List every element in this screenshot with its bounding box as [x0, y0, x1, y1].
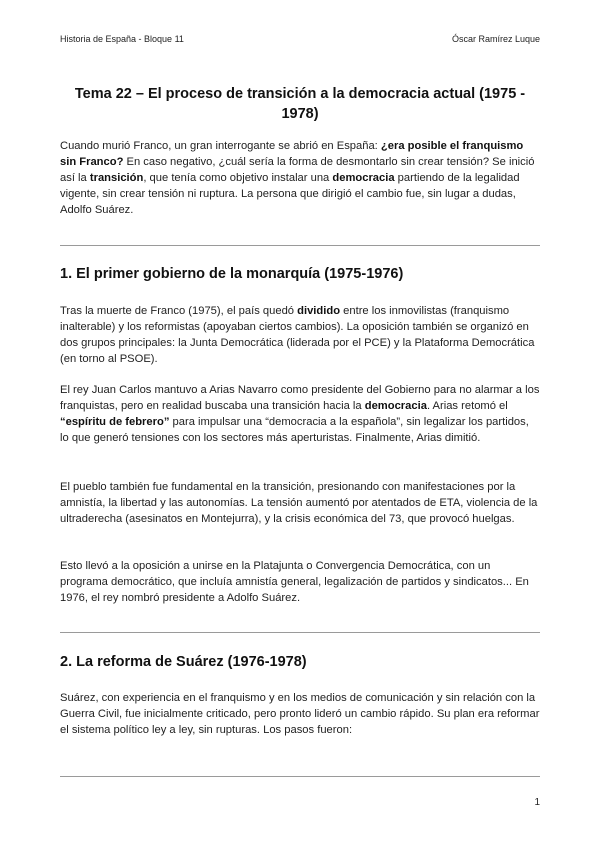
intro-text-1: Cuando murió Franco, un gran interrogante se abrió en España: [60, 140, 381, 152]
s1p2-text-1: El rey Juan Carlos mantuvo a Arias Navarro como presidente del Gobierno para no alarmar a los franquistas, pero en realidad buscaba una transición hacia la [60, 384, 540, 412]
divider-2 [60, 632, 540, 633]
header-author: Óscar Ramírez Luque [451, 34, 540, 44]
section-1-paragraph-1 [60, 303, 540, 367]
s1p1-bold-dividido: dividido [297, 305, 341, 317]
intro-bold-transicion: transición [89, 172, 144, 184]
section-1-heading: 1. El primer gobierno de la monarquía (1975-1976) [60, 266, 404, 282]
section-1-paragraph-2 [60, 382, 540, 446]
page-number: 1 [534, 797, 540, 808]
s1p2-bold-democracia: democracia [364, 400, 427, 412]
intro-text-2: En caso negativo, ¿cuál sería la forma de desmontarlo sin crear tensión? Se inició así la [60, 156, 535, 184]
divider-3 [60, 776, 540, 777]
s1p2-text-3: para impulsar una “democracia a la española”, sin legalizar los partidos, lo que generó tensiones con los sectores más aperturistas. Finalmente, Arias dimitió. [60, 416, 529, 444]
page-header [60, 34, 540, 48]
section-2-paragraph-1: Suárez, con experiencia en el franquismo y en los medios de comunicación y sin relación con la Guerra Civil, fue inicialmente criticado, pero pronto lideró un cambio rápido. Su plan era reformar el sistema político ley a ley, sin rupturas. Los pasos fueron: [60, 692, 540, 736]
s1p1-text-1: Tras la muerte de Franco (1975), el país quedó [60, 305, 298, 317]
s1p2-bold-espiritu: “espíritu de febrero” [60, 416, 170, 428]
s1p1-text-2: entre los inmovilistas (franquismo inalterable) y los reformistas (apoyaban ciertos cambios). La oposición también se organizó en dos grupos principales: la Junta Democrática (liderada por el PCE) y la Plataforma Democrática (en torno al PSOE). [60, 305, 535, 365]
intro-text-4: partiendo de la legalidad vigente, sin crear tensión ni ruptura. La persona que dirigió el cambio fue, sin lugar a dudas, Adolfo Suárez. [60, 172, 520, 216]
intro-text-3: , que tenía como objetivo instalar una [143, 172, 333, 184]
intro-paragraph [60, 138, 540, 218]
section-2-heading: 2. La reforma de Suárez (1976-1978) [60, 654, 307, 670]
s1p2-text-2: . Arias retomó el [426, 400, 508, 412]
section-1-paragraph-4: Esto llevó a la oposición a unirse en la Platajunta o Convergencia Democrática, con un programa democrático, que incluía amnistía general, legalización de partidos y sindicatos... En 1976, el rey nombró presidente a Adolfo Suárez. [60, 560, 529, 604]
document-title: Tema 22 – El proceso de transición a la democracia actual (1975 - 1978) [74, 86, 526, 122]
section-1-paragraph-3: El pueblo también fue fundamental en la transición, presionando con manifestaciones por la amnistía, la libertad y las autonomías. La tensión aumentó por atentados de ETA, violencia de la ultraderecha (asesinatos en Montejurra), y la crisis económica del 73, que provocó huelgas. [60, 481, 538, 525]
divider-1 [60, 245, 540, 246]
header-course: Historia de España - Bloque 11 [60, 34, 184, 44]
intro-bold-democracia: democracia [332, 172, 395, 184]
intro-bold-question: ¿era posible el franquismo sin Franco? [60, 140, 524, 168]
